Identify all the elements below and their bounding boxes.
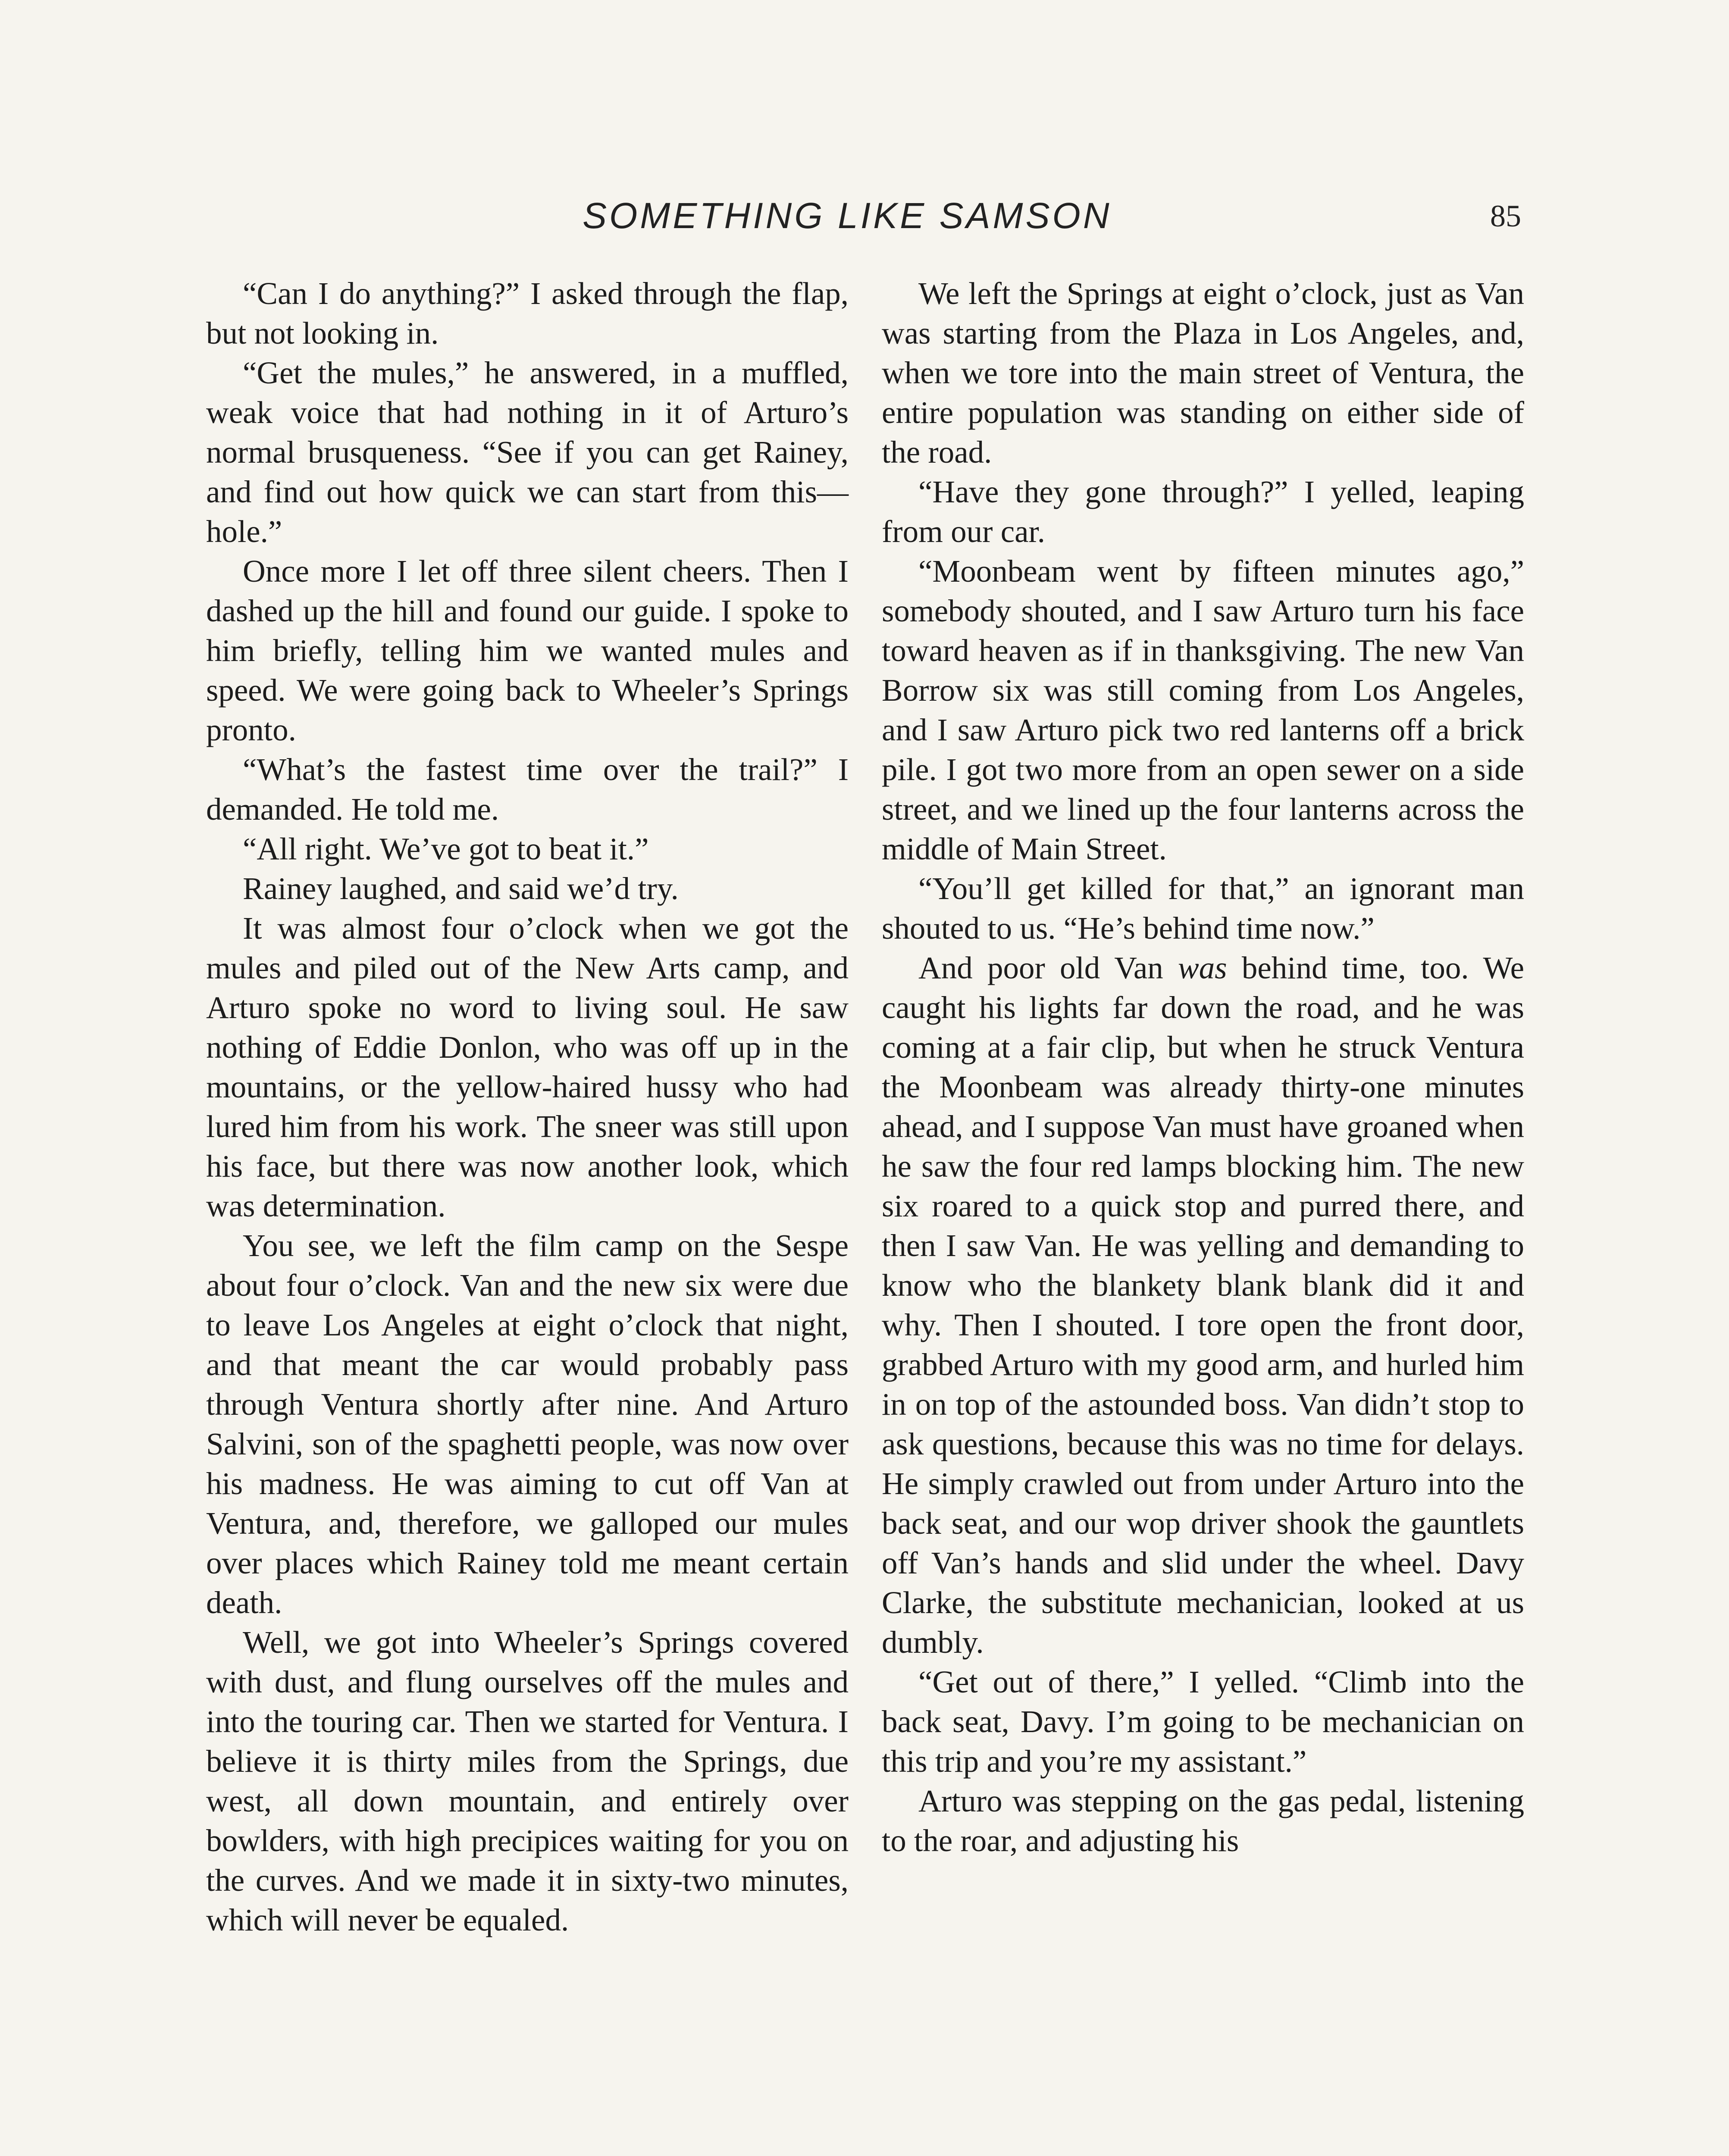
paragraph: [882, 948, 1524, 1662]
paragraph: It was almost four o’clock when we got the mules and piled out of the New Arts camp, and Arturo spoke no word to living soul. He saw nothing of Eddie Donlon, who was off up in the mountains, or the yellow-haired hussy who had lured him from his work. The sneer was still upon his face, but there was now another look, which was determination.: [206, 911, 849, 1223]
paragraph: “Get the mules,” he answered, in a muffled, weak voice that had nothing in it of Arturo’s normal brusqueness. “See if you can get Rainey, and find out how quick we can start from this—hole.”: [206, 355, 849, 549]
paragraph: “Can I do anything?” I asked through the flap, but not looking in.: [206, 276, 849, 351]
paragraph: “Get out of there,” I yelled. “Climb into the back seat, Davy. I’m going to be mechanician on this trip and you’re my assistant.”: [882, 1664, 1524, 1779]
paragraph: “All right. We’ve got to beat it.”: [243, 831, 649, 866]
left-column: [206, 274, 849, 1940]
paragraph: You see, we left the film camp on the Sespe about four o’clock. Van and the new six were due to leave Los Angeles at eight o’clock that night, and that meant the car would probably pass through Ventura shortly after nine. And Arturo Salvini, son of the spaghetti people, was now over his madness. He was aiming to cut off Van at Ventura, and, therefore, we galloped our mules over places which Rainey told me meant certain death.: [206, 1228, 849, 1620]
paragraph: “Moonbeam went by fifteen minutes ago,” somebody shouted, and I saw Arturo turn his face toward heaven as if in thanksgiving. The new Van Borrow six was still coming from Los Angeles, and I saw Arturo pick two red lanterns off a brick pile. I got two more from an open sewer on a side street, and we lined up the four lanterns across the middle of Main Street.: [882, 554, 1524, 866]
paragraph: Well, we got into Wheeler’s Springs covered with dust, and flung ourselves off the mules and into the touring car. Then we started for Ventura. I believe it is thirty miles from the Springs, due west, all down mountain, and entirely over bowlders, with high precipices waiting for you on the curves. And we made it in sixty-two minutes, which will never be equaled.: [206, 1625, 849, 1937]
emphasis: was: [1178, 950, 1227, 985]
page-number: 85: [1490, 199, 1521, 233]
right-column: [882, 274, 1524, 1861]
paragraph: “What’s the fastest time over the trail?” I demanded. He told me.: [206, 752, 849, 827]
paragraph: Rainey laughed, and said we’d try.: [243, 871, 679, 906]
page-header: [206, 195, 1521, 247]
paragraph: Arturo was stepping on the gas pedal, listening to the roar, and adjusting his: [882, 1783, 1524, 1858]
text-run: behind time, too. We caught his lights far down the road, and he was coming at a fair clip, but when he struck Ventura the Moonbeam was already thirty-one minutes ahead, and I suppose Van must have groaned when he saw the four red lamps blocking him. The new six roared to a quick stop and purred there, and then I saw Van. He was yelling and demanding to know who the blankety blank blank did it and why. Then I shouted. I tore open the front door, grabbed Arturo with my good arm, and hurled him in on top of the astounded boss. Van didn’t stop to ask questions, because this was no time for delays. He simply crawled out from under Arturo into the back seat, and our wop driver shook the gauntlets off Van’s hands and slid under the wheel. Davy Clarke, the substitute mechanician, looked at us dumbly.: [882, 950, 1524, 1660]
paragraph: Once more I let off three silent cheers. Then I dashed up the hill and found our guide. I spoke to him briefly, telling him we wanted mules and speed. We were going back to Wheeler’s Springs pronto.: [206, 554, 849, 747]
paragraph: “You’ll get killed for that,” an ignorant man shouted to us. “He’s behind time now.”: [882, 871, 1524, 946]
text-run: And poor old Van: [918, 950, 1178, 985]
paragraph: We left the Springs at eight o’clock, just as Van was starting from the Plaza in Los Angeles, and, when we tore into the main street of Ventura, the entire population was standing on either side of the road.: [882, 276, 1524, 470]
running-title: SOMETHING LIKE SAMSON: [583, 195, 1112, 236]
paragraph: “Have they gone through?” I yelled, leaping from our car.: [882, 474, 1524, 549]
